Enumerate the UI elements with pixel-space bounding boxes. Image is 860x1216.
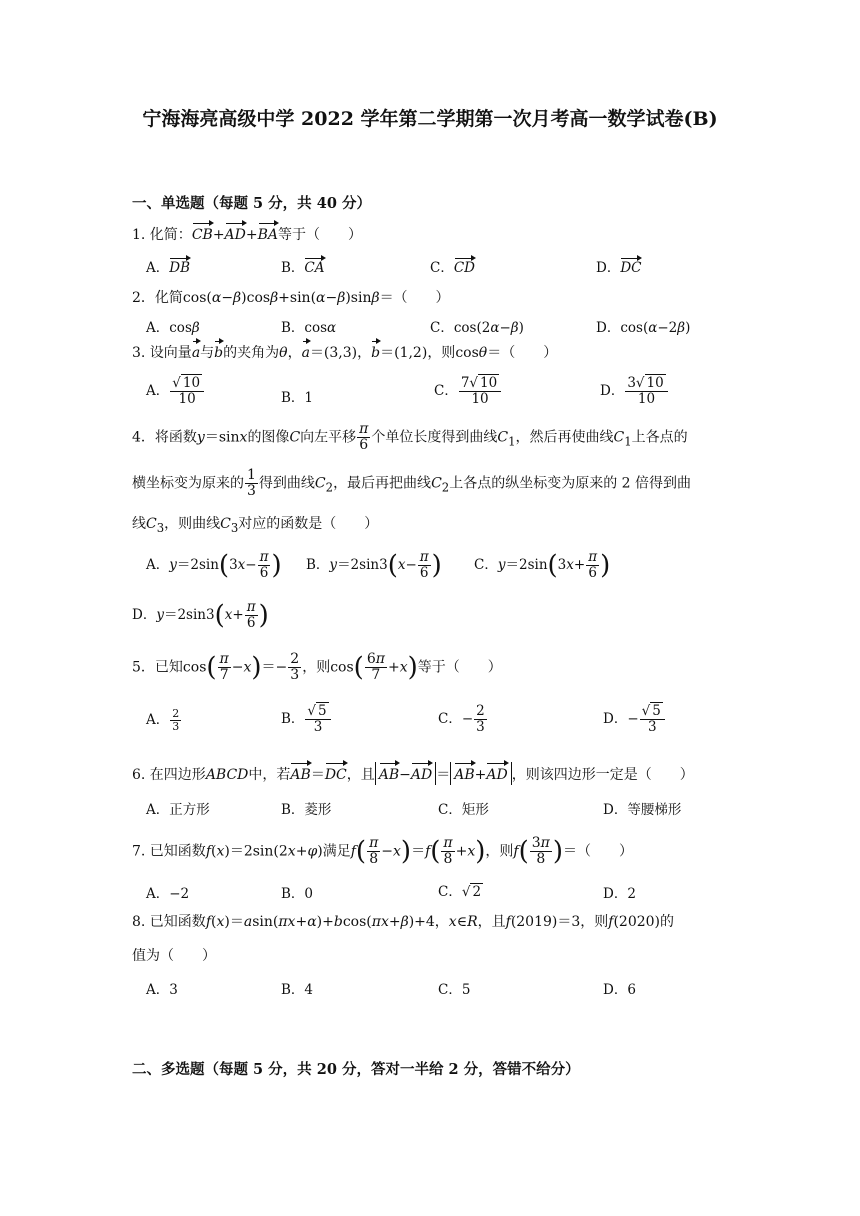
q3-option-a: A． $\frac{√ 10}{10}$ — [146, 376, 205, 407]
question-3: 3. 设向量a与b的夹角为θ，a＝(3,3)，b＝(1,2)，则cosθ＝（ ） — [132, 340, 557, 363]
q3-option-d: D． $\frac{3√ 10}{10}$ — [600, 376, 669, 407]
q4-option-d: D．y＝2sin3(x+ $\frac{\pi}{6}$ ) — [132, 599, 269, 631]
q2-option-c: C．cos(2α−β) — [430, 320, 524, 336]
q2-option-d: D．cos(α−2β) — [596, 320, 691, 336]
q2-tail: ＝（ ） — [379, 290, 450, 306]
q3-stem: 3. 设向量 — [132, 345, 192, 361]
q5-option-d: D．− $\frac{√ 5}{3}$ — [603, 704, 666, 735]
q8-option-d: D．6 — [603, 982, 636, 998]
q1-tail: 等于（ ） — [278, 227, 363, 243]
question-7: 7. 已知函数f(x)＝2sin(2x+φ)满足f( $\frac{\pi}{8}$ −x)＝f( $\frac{\pi}{8}$ +x)，则f( $\frac{3\pi}{8}$ )＝（ ） — [132, 835, 634, 867]
q7-option-c: C．√ 2 — [438, 884, 482, 900]
q1-stem: 1. 化简： — [132, 227, 192, 243]
section-heading-multiple-choice: 二、多选题（每题 5 分，共 20 分，答对一半给 2 分，答错不给分） — [132, 1061, 580, 1078]
q6-option-a: A．正方形 — [146, 802, 210, 818]
q7-option-b: B．0 — [281, 886, 314, 902]
question-8-line-1: 8. 已知函数f(x)＝asin(πx+α)+bcos(πx+β)+4，x∈R，且f(2019)＝3，则f(2020)的 — [132, 914, 675, 930]
q6-option-b: B．菱形 — [281, 802, 332, 818]
q1-option-c: C．CD — [430, 256, 475, 276]
q1-option-a: A．DB — [146, 256, 190, 276]
question-5: 5．已知cos( $\frac{\pi}{7}$ −x)＝− $\frac{2}{3}$ ，则cos( $\frac{6\pi}{7}$ +x)等于（ ） — [132, 651, 502, 683]
question-4-line-2: 横坐标变为原来的 $\frac{1}{3}$ 得到曲线$C_2$，最后再把曲线$C_2$上各点的纵坐标变为原来的 2 倍得到曲 — [132, 467, 692, 499]
q8-option-a: A．3 — [146, 982, 178, 998]
q5-option-a: A． $\frac{2}{3}$ — [146, 707, 180, 733]
q4-option-c: C．y＝2sin(3x+ $\frac{\pi}{6}$ ) — [474, 549, 611, 581]
question-1: 1. 化简：CB+AD+BA等于（ ） — [132, 222, 362, 245]
question-2: 2．化简cos(α−β)cosβ+sin(α−β)sinβ＝（ ） — [132, 290, 450, 306]
q5-option-c: C．− $\frac{2}{3}$ — [438, 703, 485, 735]
question-8-line-2: 值为（ ） — [132, 948, 216, 964]
q2-stem: 2．化简 — [132, 290, 183, 306]
q4-option-a: A．y＝2sin(3x− $\frac{\pi}{6}$ ) — [146, 549, 282, 581]
q2-option-a: A．cosβ — [146, 320, 200, 336]
q3-option-c: C． $\frac{7√ 10}{10}$ — [434, 376, 502, 407]
question-4-line-1: 4．将函数y＝sinx的图像C向左平移 $\frac{\pi}{6}$ 个单位长度得到曲线$C_1$，然后再使曲线$C_1$上各点的 — [132, 421, 688, 453]
page-title: 宁海海亮高级中学 2022 学年第二学期第一次月考高一数学试卷(B) — [142, 108, 718, 130]
q8-option-b: B．4 — [281, 982, 314, 998]
q6-option-d: D．等腰梯形 — [603, 802, 682, 818]
q1-option-b: B．CA — [281, 256, 325, 276]
question-6: 6. 在四边形ABCD中，若AB＝DC，且 AB−AD ＝ AB+AD ，则该四边形一定是（ ） — [132, 762, 694, 785]
q3-tail: ＝（ ） — [487, 345, 558, 361]
section-heading-single-choice: 一、单选题（每题 5 分，共 40 分） — [132, 195, 371, 212]
question-4-line-3: 线$C_3$，则曲线$C_3$对应的函数是（ ） — [132, 516, 379, 535]
q8-option-c: C．5 — [438, 982, 471, 998]
q5-option-b: B． $\frac{√ 5}{3}$ — [281, 704, 332, 735]
q7-option-a: A．−2 — [146, 886, 190, 902]
q4-option-b: B．y＝2sin3(x− $\frac{\pi}{6}$ ) — [306, 549, 442, 581]
q7-option-d: D．2 — [603, 886, 636, 902]
q3-option-b: B．1 — [281, 390, 314, 406]
q6-option-c: C．矩形 — [438, 802, 489, 818]
q1-option-d: D．DC — [596, 256, 641, 276]
q2-option-b: B．cosα — [281, 320, 337, 336]
